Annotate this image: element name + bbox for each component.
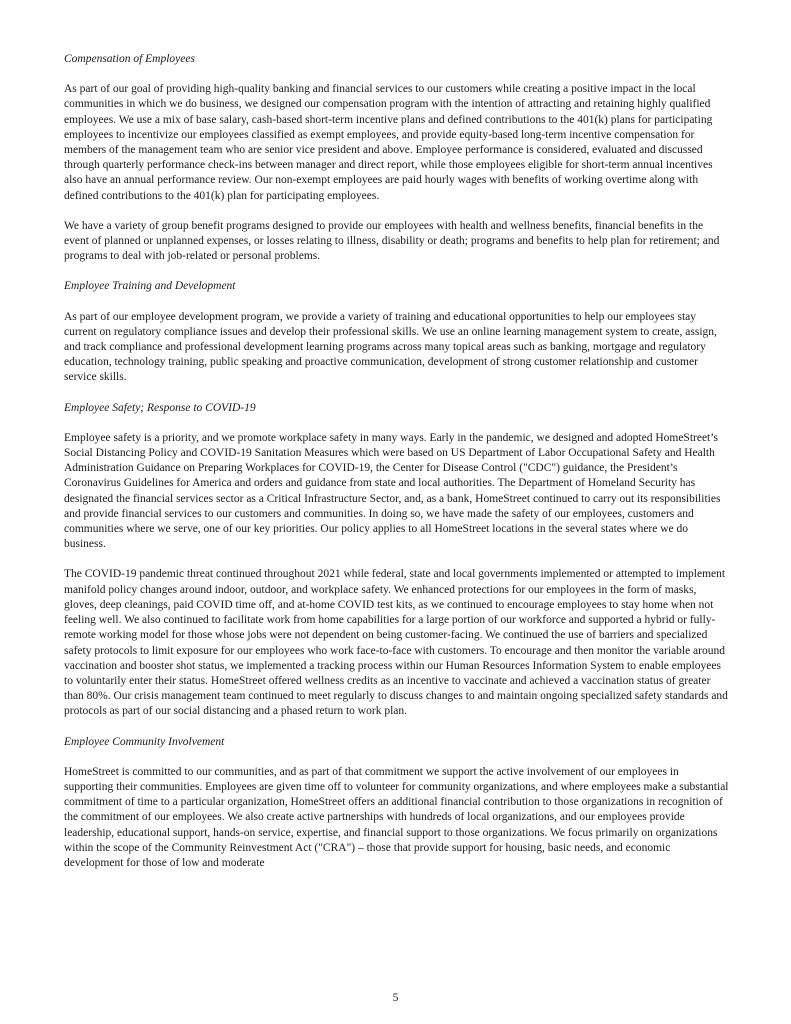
paragraph-safety-1: Employee safety is a priority, and we promote workplace safety in many ways. Early in the pandemic, we designed and adopted HomeStreet’s Social Distancing Policy and COVID-19 Sanitation Measures which were based on US Department of Labor Occupational Safety and Health Administration Guidance on Preparing Workplaces for COVID-19, the Center for Disease Control ("CDC") guidance, the President’s Coronavirus Guidelines for America and orders and guidance from state and local authorities. The Department of Homeland Security has designated the financial services sector as a Critical Infrastructure Sector, and, as a bank, HomeStreet continued to carry out its responsibilities and provide financial services to our customers and communities. In doing so, we have made the safety of our employees, customers and communities where we serve, one of our key priorities. Our policy applies to all HomeStreet locations in the several states where we do business. (64, 431, 721, 551)
section-heading-community: Employee Community Involvement (64, 735, 225, 748)
section-heading-safety: Employee Safety; Response to COVID-19 (64, 401, 256, 414)
section-heading-training: Employee Training and Development (64, 280, 236, 293)
paragraph-compensation-2: We have a variety of group benefit programs designed to provide our employees with health and wellness benefits, financial benefits in the event of planned or unplanned expenses, or losses relating to illness, disability or death; programs and benefits to help plan for retirement; and programs to deal with job-related or personal problems. (64, 219, 720, 263)
paragraph-community-1: HomeStreet is committed to our communities, and as part of that commitment we support the active involvement of our employees in supporting their communities. Employees are given time off to volunteer for community organizations, and where employees make a substantial commitment of time to a particular organization, HomeStreet offers an additional financial contribution to those organizations in recognition of the commitment of our employees. We also create active partnerships with hundreds of local organizations, and our employees provide leadership, educational support, hands-on service, expertise, and financial support to those organizations. We focus primarily on organizations within the scope of the Community Reinvestment Act ("CRA") – those that provide support for housing, basic needs, and economic development for those of low and moderate (64, 765, 729, 869)
paragraph-compensation-1: As part of our goal of providing high-quality banking and financial services to our customers while creating a positive impact in the local communities in which we do business, we designed our compensation program with the intention of attracting and retaining highly qualified employees. We use a mix of base salary, cash-based short-term incentive plans and defined contributions to the 401(k) plans for participating employees to incentivize our employees classified as exempt employees, and provide equity-based long-term incentive compensation for members of the management team who are senior vice president and above. Employee performance is considered, evaluated and discussed through quarterly performance check-ins between manager and direct report, while those employees eligible for short-term annual incentives also have an annual performance review. Our non-exempt employees are paid hourly wages with benefits of working overtime along with defined contributions to the 401(k) plan for participating employees. (64, 83, 713, 202)
paragraph-safety-2: The COVID-19 pandemic threat continued throughout 2021 while federal, state and local governments implemented or attempted to implement manifold policy changes around indoor, outdoor, and workplace safety. We enhanced protections for our employees in the form of masks, gloves, deep cleanings, paid COVID time off, and at-home COVID test kits, as we continued to encourage employees to stay home when not feeling well. We also continued to facilitate work from home capabilities for a large portion of our workforce and supported a hybrid or fully-remote working model for those whose jobs were not dependent on being customer-facing. We continued the use of barriers and specialized safety protocols to limit exposure for our employees who work face-to-face with customers. To encourage and then monitor the variable around vaccination and booster shot status, we implemented a tracking process within our Human Resources Information System to enable employees to voluntarily enter their status. HomeStreet offered wellness credits as an incentive to vaccinate and achieved a vaccination status of greater than 80%. Our crisis management team continued to meet regularly to discuss changes to and maintain ongoing specialized safety standards and protocols as part of our social distancing and a phased return to work plan. (64, 568, 728, 718)
section-heading-compensation: Compensation of Employees (64, 53, 195, 65)
paragraph-training-1: As part of our employee development program, we provide a variety of training and educational opportunities to help our employees stay current on regulatory compliance issues and develop their professional skills. We use an online learning management system to create, assign, and track compliance and professional development learning programs across many topical areas such as banking, mortgage and regulatory education, technology training, public speaking and proactive communication, development of strong customer relationship and customer service skills. (64, 310, 717, 384)
page-number: 5 (392, 992, 399, 1004)
document-page (64, 52, 729, 886)
